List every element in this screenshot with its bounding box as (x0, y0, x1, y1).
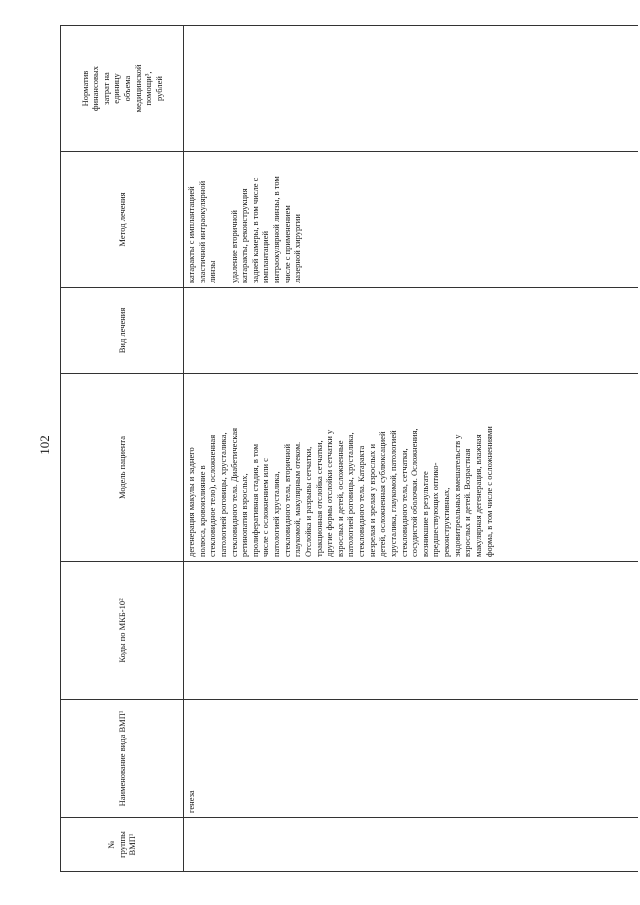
cell-vmp-name: генеза (184, 700, 639, 818)
header-patient-model: Модель пациента (61, 374, 184, 562)
table-row (184, 26, 639, 872)
header-vmp-name: Наименование вида ВМП¹ (61, 700, 184, 818)
cell-group-number (184, 818, 639, 872)
cell-patient-model: дегенерация макулы и заднего полюса, кровоизлияние в стекловидное тело), осложненная патологией роговицы, хрусталика, стекловидного тела. Диабетическая ретинопатия взрослых, пролиферативная стадия, в том числе с осложнением или с патологией хрусталика, стекловидного тела, вторичной глаукомой, макулярным отеком. Отслойка и разрывы сетчатки, тракционная отслойка сетчатки, другие формы отслойки сетчатки у взрослых и детей, осложненные патологией роговицы, хрусталика, стекловидного тела. Катаракта незрелая и зрелая у взрослых и детей, осложненная сублюксацией хрусталика, глаукомой, патологией стекловидного тела, сетчатки, сосудистой оболочки. Осложнения, возникшие в результате предшествующих оптико- реконструктивных, эндовитреальных вмешательств у взрослых и детей. Возрастная макулярная дегенерация, влажная форма, в том числе с осложнениями (184, 374, 639, 562)
cell-financial-norm (184, 26, 639, 152)
cell-icd-codes (184, 562, 639, 700)
header-icd-codes: Коды по МКБ-10² (61, 562, 184, 700)
page-number: 102 (37, 435, 52, 455)
cell-treatment-type (184, 288, 639, 374)
vmp-table (60, 25, 638, 872)
header-treatment-method: Метод лечения (61, 152, 184, 288)
table-header-row (61, 26, 184, 872)
cell-treatment-method: катаракты с имплантацией эластичной интраокулярной линзы удаление вторичной катаракты, реконструкция задней камеры, в том числе с имплантацией интраокулярной линзы, в том числе с применением лазерной хирургии (184, 152, 639, 288)
header-group-number: № группы ВМП¹ (61, 818, 184, 872)
header-financial-norm: Норматив финансовых затрат на единицу объема медицинской помощи³, рублей (61, 26, 184, 152)
header-treatment-type: Вид лечения (61, 288, 184, 374)
rotated-page (0, 26, 640, 872)
